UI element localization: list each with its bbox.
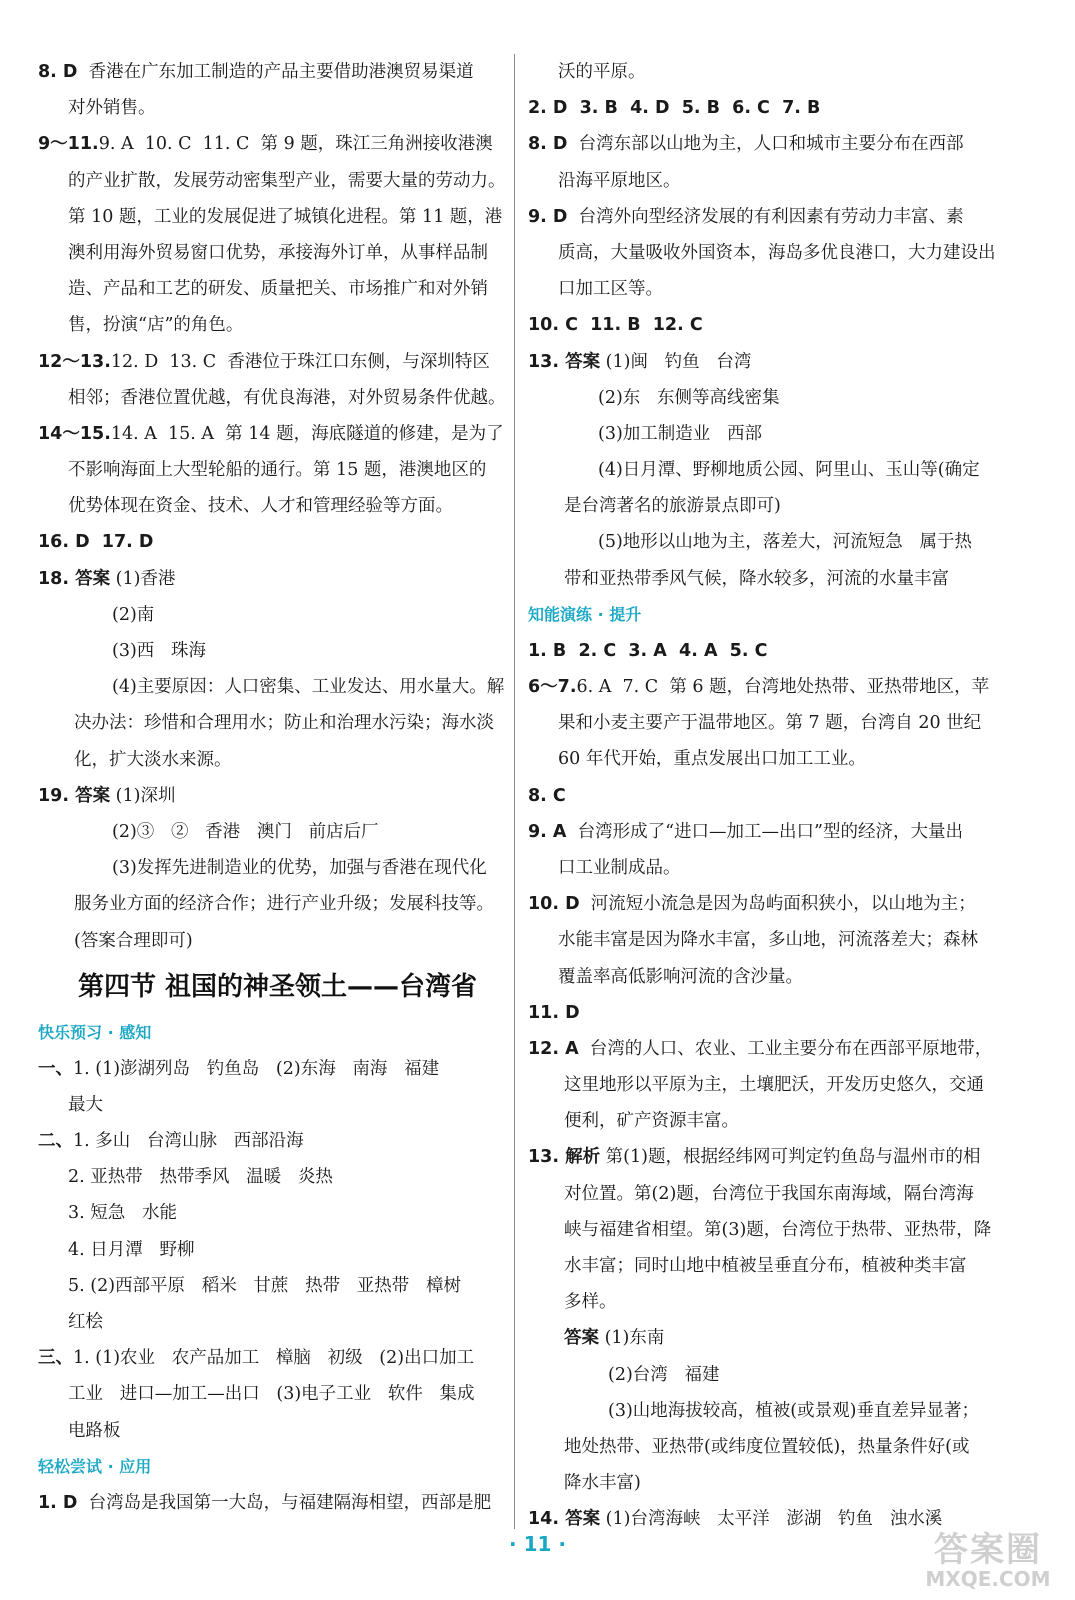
text-line: 带和亚热带季风气候，降水较多，河流的水量丰富: [564, 568, 949, 589]
text-line: (3)加工制造业 西部: [598, 423, 762, 444]
text-line: 质高，大量吸收外国资本，海岛多优良港口，大力建设出: [558, 242, 996, 263]
text-line: (2)③ ② 香港 澳门 前店后厂: [112, 821, 379, 842]
text-line: 18. 答案 (1)香港: [38, 568, 176, 589]
text-line: 19. 答案 (1)深圳: [38, 785, 176, 806]
text-line: 第 10 题，工业的发展促进了城镇化进程。第 11 题，港: [68, 206, 503, 227]
text-line: 优势体现在资金、技术、人才和管理经验等方面。: [68, 496, 453, 517]
subsection-heading: 知能演练 · 提升: [528, 604, 642, 624]
text-line: 口工业制成品。: [558, 857, 681, 878]
text-line: 口加工区等。: [558, 279, 663, 300]
text-line: (答案合理即可): [74, 930, 193, 951]
text-line: 电路板: [68, 1420, 121, 1441]
text-line: 红桧: [68, 1312, 103, 1332]
watermark-url: MXQE.COM: [925, 1567, 1051, 1591]
text-line: 水能丰富是因为降水丰富，多山地，河流落差大；森林: [558, 930, 978, 951]
text-line: 化，扩大淡水来源。: [74, 749, 232, 770]
text-line: 工业 进口—加工—出口 (3)电子工业 软件 集成: [68, 1384, 475, 1405]
text-line: (4)日月潭、野柳地质公园、阿里山、玉山等(确定: [598, 460, 980, 481]
text-line: 3. 短急 水能: [68, 1203, 177, 1224]
text-line: (3)山地海拔较高，植被(或景观)垂直差异显著；: [608, 1400, 979, 1421]
text-line: 不影响海面上大型轮船的通行。第 15 题，港澳地区的: [68, 460, 487, 481]
text-line: 13. 解析 第(1)题，根据经纬网可判定钓鱼岛与温州市的相: [528, 1147, 981, 1168]
text-line: 14. 答案 (1)台湾海峡 太平洋 澎湖 钓鱼 浊水溪: [528, 1509, 943, 1530]
text-line: (2)南: [112, 604, 155, 625]
text-line: (3)西 珠海: [112, 641, 206, 661]
text-line: 8. D 香港在广东加工制造的产品主要借助港澳贸易渠道: [38, 62, 474, 82]
text-line: 降水丰富): [564, 1473, 641, 1494]
text-line: 售，扮演“店”的角色。: [68, 315, 244, 336]
text-line: 9. D 台湾外向型经济发展的有利因素有劳动力丰富、素: [528, 206, 964, 227]
text-line: 多样。: [564, 1292, 617, 1313]
text-line: 造、产品和工艺的研发、质量把关、市场推广和对外销: [68, 279, 488, 300]
text-line: (3)发挥先进制造业的优势，加强与香港在现代化: [112, 858, 487, 879]
text-line: 的产业扩散，发展劳动密集型产业，需要大量的劳动力。: [68, 170, 506, 191]
text-line: 便利，矿产资源丰富。: [564, 1111, 739, 1132]
text-line: 地处热带、亚热带(或纬度位置较低)，热量条件好(或: [564, 1436, 970, 1457]
text-line: 覆盖率高低影响河流的含沙量。: [558, 966, 803, 987]
text-line: 这里地形以平原为主，土壤肥沃，开发历史悠久，交通: [564, 1075, 984, 1096]
text-line: 三、1. (1)农业 农产品加工 樟脑 初级 (2)出口加工: [38, 1348, 475, 1369]
text-line: 6～7.6. A 7. C 第 6 题，台湾地处热带、亚热带地区，苹: [528, 677, 990, 697]
text-line: (2)台湾 福建: [608, 1364, 720, 1385]
text-line: 10. C 11. B 12. C: [528, 315, 703, 336]
text-line: 60 年代开始，重点发展出口加工工业。: [558, 749, 866, 770]
text-line: 果和小麦主要产于温带地区。第 7 题，台湾自 20 世纪: [558, 713, 982, 734]
text-line: 16. D 17. D: [38, 532, 154, 553]
subsection-heading: 轻松尝试 · 应用: [38, 1456, 152, 1476]
text-line: 11. D: [528, 1002, 580, 1023]
text-line: 5. (2)西部平原 稻米 甘蔗 热带 亚热带 樟树: [68, 1275, 461, 1296]
left-column: [38, 54, 508, 1521]
watermark-text: 答案圈: [934, 1530, 1042, 1570]
text-line: 9. A 台湾形成了“进口—加工—出口”型的经济，大量出: [528, 821, 963, 842]
text-line: 一、1. (1)澎湖列岛 钓鱼岛 (2)东海 南海 福建: [38, 1058, 440, 1079]
text-line: 水丰富；同时山地中植被呈垂直分布，植被种类丰富: [564, 1256, 967, 1276]
text-line: 14～15.14. A 15. A 第 14 题，海底隧道的修建，是为了: [38, 423, 504, 444]
text-line: 12～13.12. D 13. C 香港位于珠江口东侧，与深圳特区: [38, 351, 490, 372]
text-line: (2)东 东侧等高线密集: [598, 387, 780, 408]
text-line: 服务业方面的经济合作；进行产业升级；发展科技等。: [74, 894, 494, 915]
text-line: (5)地形以山地为主，落差大，河流短急 属于热: [598, 532, 972, 553]
text-line: 1. B 2. C 3. A 4. A 5. C: [528, 640, 768, 661]
subsection-heading: 快乐预习 · 感知: [38, 1022, 152, 1042]
text-line: 对位置。第(2)题，台湾位于我国东南海域，隔台湾海: [564, 1183, 974, 1204]
section-title: 第四节 祖国的神圣领土——台湾省: [78, 971, 478, 1002]
text-line: (4)主要原因：人口密集、工业发达、用水量大。解: [112, 677, 505, 698]
column-divider: [514, 54, 515, 1529]
text-line: 8. D 台湾东部以山地为主，人口和城市主要分布在西部: [528, 134, 964, 155]
text-line: 沃的平原。: [558, 62, 646, 82]
text-line: 答案 (1)东南: [564, 1328, 665, 1349]
text-line: 最大: [68, 1094, 103, 1115]
text-line: 4. 日月潭 野柳: [68, 1239, 195, 1260]
text-line: 12. A 台湾的人口、农业、工业主要分布在西部平原地带，: [528, 1038, 993, 1059]
text-line: 9～11.9. A 10. C 11. C 第 9 题，珠江三角洲接收港澳: [38, 134, 493, 155]
text-line: 对外销售。: [68, 98, 156, 119]
text-line: 沿海平原地区。: [558, 170, 681, 191]
text-line: 澳利用海外贸易窗口优势，承接海外订单，从事样品制: [68, 242, 488, 263]
text-line: 2. 亚热带 热带季风 温暖 炎热: [68, 1167, 333, 1188]
text-line: 峡与福建省相望。第(3)题，台湾位于热带、亚热带，降: [564, 1219, 992, 1240]
text-line: 8. C: [528, 785, 566, 806]
page-number: · 11 ·: [509, 1532, 566, 1556]
text-line: 1. D 台湾岛是我国第一大岛，与福建隔海相望，西部是肥: [38, 1492, 492, 1513]
text-line: 决办法：珍惜和合理用水；防止和治理水污染；海水淡: [74, 713, 494, 734]
text-line: 是台湾著名的旅游景点即可): [564, 496, 781, 517]
right-column: [528, 54, 1003, 1538]
text-line: 2. D 3. B 4. D 5. B 6. C 7. B: [528, 98, 821, 119]
text-line: 13. 答案 (1)闽 钓鱼 台湾: [528, 351, 752, 372]
text-line: 二、1. 多山 台湾山脉 西部沿海: [38, 1131, 304, 1152]
text-line: 10. D 河流短小流急是因为岛屿面积狭小，以山地为主；: [528, 894, 976, 915]
text-line: 相邻；香港位置优越，有优良海港，对外贸易条件优越。: [68, 387, 506, 408]
watermark-logo: [913, 1532, 1063, 1592]
